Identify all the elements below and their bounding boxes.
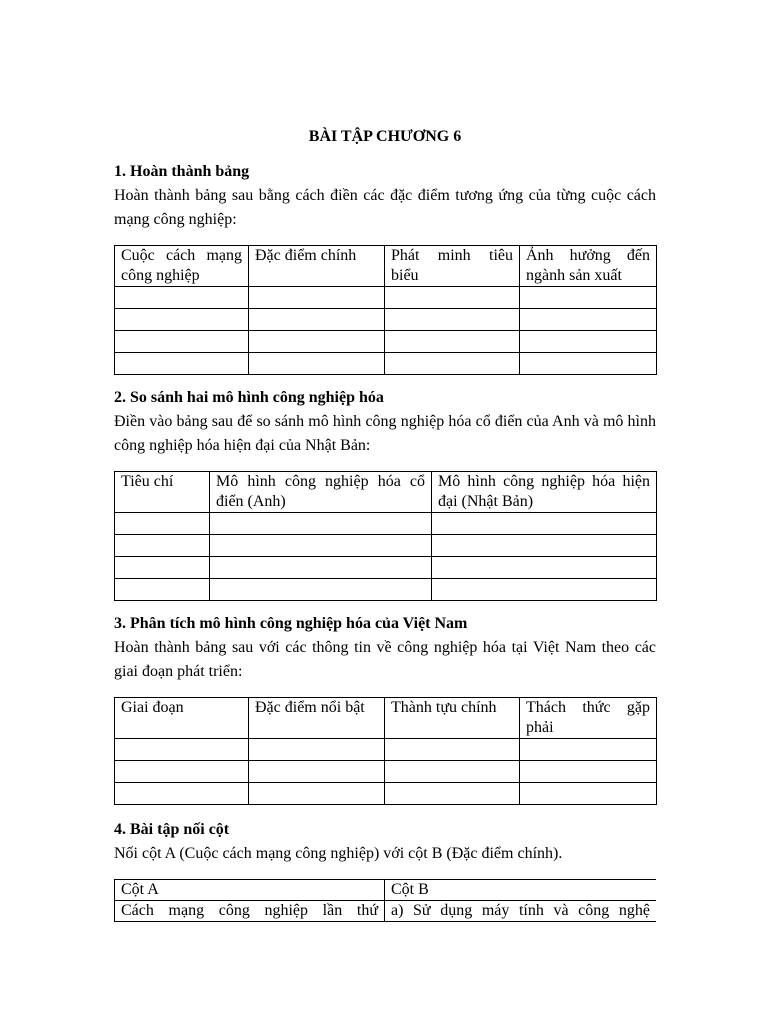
table-header-cell: Cột B (385, 880, 657, 901)
empty-cell[interactable] (249, 739, 385, 761)
table-row (115, 535, 657, 557)
section-instruction: Nối cột A (Cuộc cách mạng công nghiệp) với cột B (Đặc điểm chính). (114, 845, 563, 862)
table-header-cell: Thách thức gặp phải (520, 698, 657, 739)
empty-cell[interactable] (520, 331, 657, 353)
empty-cell[interactable] (115, 309, 249, 331)
section-3 (114, 612, 656, 805)
table-header-cell: Tiêu chí (115, 472, 210, 513)
table-header-row (115, 880, 657, 901)
table-row (115, 353, 657, 375)
empty-cell[interactable] (249, 761, 385, 783)
section-1 (114, 160, 656, 375)
section-heading: 3. Phân tích mô hình công nghiệp hóa của Việt Nam (114, 615, 468, 632)
empty-cell[interactable] (385, 353, 520, 375)
empty-cell[interactable] (432, 535, 657, 557)
empty-cell[interactable] (210, 535, 432, 557)
page-title: BÀI TẬP CHƯƠNG 6 (308, 128, 462, 145)
empty-cell[interactable] (115, 579, 210, 601)
empty-cell[interactable] (385, 309, 520, 331)
empty-cell[interactable] (385, 739, 520, 761)
empty-cell[interactable] (249, 309, 385, 331)
column-a-cell: Cách mạng công nghiệp lần thứ (115, 901, 385, 922)
table-row (115, 331, 657, 353)
table-header-row (115, 698, 657, 739)
empty-cell[interactable] (115, 783, 249, 805)
table-row (115, 309, 657, 331)
empty-cell[interactable] (249, 287, 385, 309)
table-vietnam-stages (114, 697, 657, 805)
empty-cell[interactable] (115, 287, 249, 309)
empty-cell[interactable] (520, 761, 657, 783)
section-instruction: Hoàn thành bảng sau với các thông tin về công nghiệp hóa tại Việt Nam theo các giai đoạn phát triển: (114, 639, 656, 680)
empty-cell[interactable] (115, 331, 249, 353)
table-header-cell: Giai đoạn (115, 698, 249, 739)
empty-cell[interactable] (520, 739, 657, 761)
section-heading: 1. Hoàn thành bảng (114, 163, 250, 180)
empty-cell[interactable] (115, 353, 249, 375)
empty-cell[interactable] (385, 783, 520, 805)
empty-cell[interactable] (432, 579, 657, 601)
empty-cell[interactable] (115, 535, 210, 557)
empty-cell[interactable] (210, 557, 432, 579)
column-b-cell: a) Sử dụng máy tính và công nghệ (385, 901, 657, 922)
empty-cell[interactable] (385, 331, 520, 353)
empty-cell[interactable] (115, 557, 210, 579)
table-header-cell: Mô hình công nghiệp hóa hiện đại (Nhật Bản) (432, 472, 657, 513)
table-row (115, 901, 657, 922)
empty-cell[interactable] (385, 287, 520, 309)
table-matching (114, 879, 656, 922)
section-4 (114, 818, 656, 866)
table-row (115, 761, 657, 783)
empty-cell[interactable] (249, 783, 385, 805)
empty-cell[interactable] (210, 513, 432, 535)
table-row (115, 783, 657, 805)
table-header-cell: Ảnh hưởng đến ngành sản xuất (520, 246, 657, 287)
section-heading: 4. Bài tập nối cột (114, 821, 230, 838)
table-row (115, 557, 657, 579)
section-instruction: Điền vào bảng sau để so sánh mô hình công nghiệp hóa cổ điển của Anh và mô hình công nghiệp hóa hiện đại của Nhật Bản: (114, 413, 656, 454)
table-header-cell: Đặc điểm nổi bật (249, 698, 385, 739)
empty-cell[interactable] (249, 331, 385, 353)
table-industrial-revolutions (114, 245, 657, 375)
table-row (115, 513, 657, 535)
table-header-cell: Mô hình công nghiệp hóa cổ điển (Anh) (210, 472, 432, 513)
empty-cell[interactable] (520, 287, 657, 309)
table-row (115, 579, 657, 601)
table-header-cell: Phát minh tiêu biểu (385, 246, 520, 287)
empty-cell[interactable] (520, 783, 657, 805)
empty-cell[interactable] (520, 309, 657, 331)
empty-cell[interactable] (432, 557, 657, 579)
table-header-cell: Cột A (115, 880, 385, 901)
table-header-cell: Cuộc cách mạng công nghiệp (115, 246, 249, 287)
empty-cell[interactable] (115, 739, 249, 761)
table-row (115, 739, 657, 761)
empty-cell[interactable] (210, 579, 432, 601)
table-header-row (115, 472, 657, 513)
table-comparison (114, 471, 657, 601)
section-instruction: Hoàn thành bảng sau bằng cách điền các đặc điểm tương ứng của từng cuộc cách mạng công nghiệp: (114, 187, 656, 228)
section-2 (114, 386, 656, 601)
table-header-row (115, 246, 657, 287)
table-header-cell: Đặc điểm chính (249, 246, 385, 287)
empty-cell[interactable] (115, 513, 210, 535)
table-header-cell: Thành tựu chính (385, 698, 520, 739)
section-heading: 2. So sánh hai mô hình công nghiệp hóa (114, 389, 384, 406)
empty-cell[interactable] (432, 513, 657, 535)
empty-cell[interactable] (385, 761, 520, 783)
matching-table-container (114, 879, 656, 923)
empty-cell[interactable] (249, 353, 385, 375)
empty-cell[interactable] (115, 761, 249, 783)
table-row (115, 287, 657, 309)
empty-cell[interactable] (520, 353, 657, 375)
